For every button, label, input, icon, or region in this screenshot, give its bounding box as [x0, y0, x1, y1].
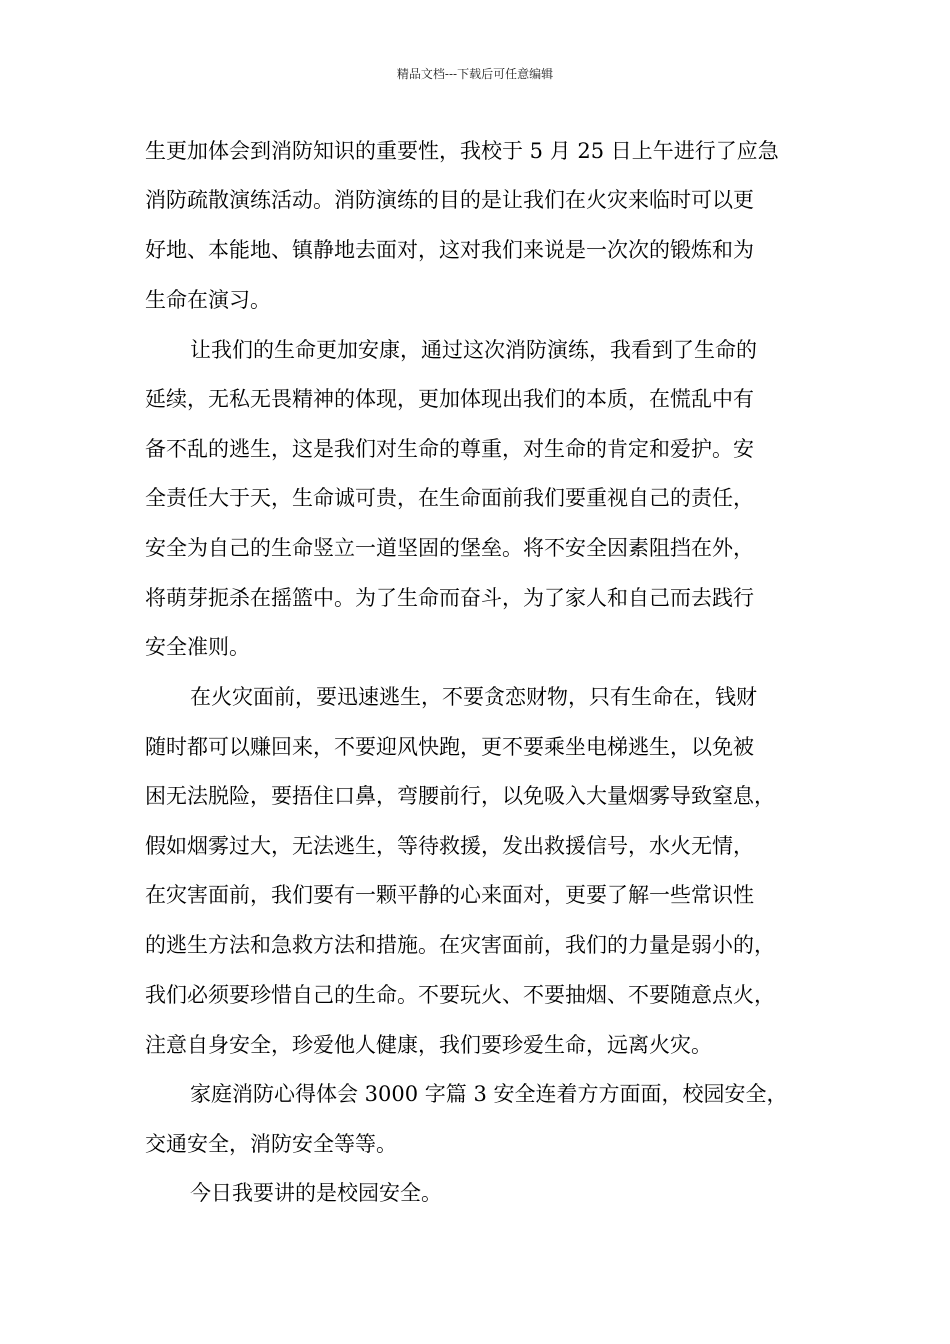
text-line: 的逃生方法和急救方法和措施。在灾害面前，我们的力量是弱小的， — [145, 933, 775, 957]
text-line: 随时都可以赚回来，不要迎风快跑，更不要乘坐电梯逃生，以免被 — [145, 735, 754, 759]
paragraph-start-line: 家庭消防心得体会 3000 字篇 3 安全连着方方面面，校园安全， — [190, 1082, 788, 1106]
text-line: 延续，无私无畏精神的体现，更加体现出我们的本质，在慌乱中有 — [145, 387, 754, 411]
paragraph-start-line: 让我们的生命更加安康，通过这次消防演练，我看到了生命的 — [190, 338, 757, 362]
text-line: 安全准则。 — [145, 635, 250, 659]
page-header: 精品文档---下载后可任意编辑 — [396, 67, 554, 81]
text-line: 在灾害面前，我们要有一颗平静的心来面对，更要了解一些常识性 — [145, 883, 754, 907]
text-line: 假如烟雾过大，无法逃生，等待救援，发出救援信号，水火无情， — [145, 834, 754, 858]
paragraph-start-line: 在火灾面前，要迅速逃生，不要贪恋财物，只有生命在，钱财 — [190, 685, 757, 709]
text-line: 全责任大于天，生命诚可贵，在生命面前我们要重视自己的责任， — [145, 486, 754, 510]
text-line: 生更加体会到消防知识的重要性，我校于 5 月 25 日上午进行了应急 — [145, 139, 779, 163]
text-line: 交通安全，消防安全等等。 — [145, 1132, 397, 1156]
text-line: 消防疏散演练活动。消防演练的目的是让我们在火灾来临时可以更 — [145, 188, 754, 212]
paragraph-start-line: 今日我要讲的是校园安全。 — [190, 1181, 442, 1205]
text-line: 我们必须要珍惜自己的生命。不要玩火、不要抽烟、不要随意点火， — [145, 983, 775, 1007]
text-line: 将萌芽扼杀在摇篮中。为了生命而奋斗，为了家人和自己而去践行 — [145, 586, 754, 610]
text-line: 备不乱的逃生，这是我们对生命的尊重，对生命的肯定和爱护。安 — [145, 437, 754, 461]
text-line: 好地、本能地、镇静地去面对，这对我们来说是一次次的锻炼和为 — [145, 238, 754, 262]
text-line: 注意自身安全，珍爱他人健康，我们要珍爱生命，远离火灾。 — [145, 1033, 712, 1057]
text-line: 生命在演习。 — [145, 288, 271, 312]
text-line: 困无法脱险，要捂住口鼻，弯腰前行，以免吸入大量烟雾导致窒息， — [145, 784, 775, 808]
text-line: 安全为自己的生命竖立一道坚固的堡垒。将不安全因素阻挡在外， — [145, 536, 754, 560]
